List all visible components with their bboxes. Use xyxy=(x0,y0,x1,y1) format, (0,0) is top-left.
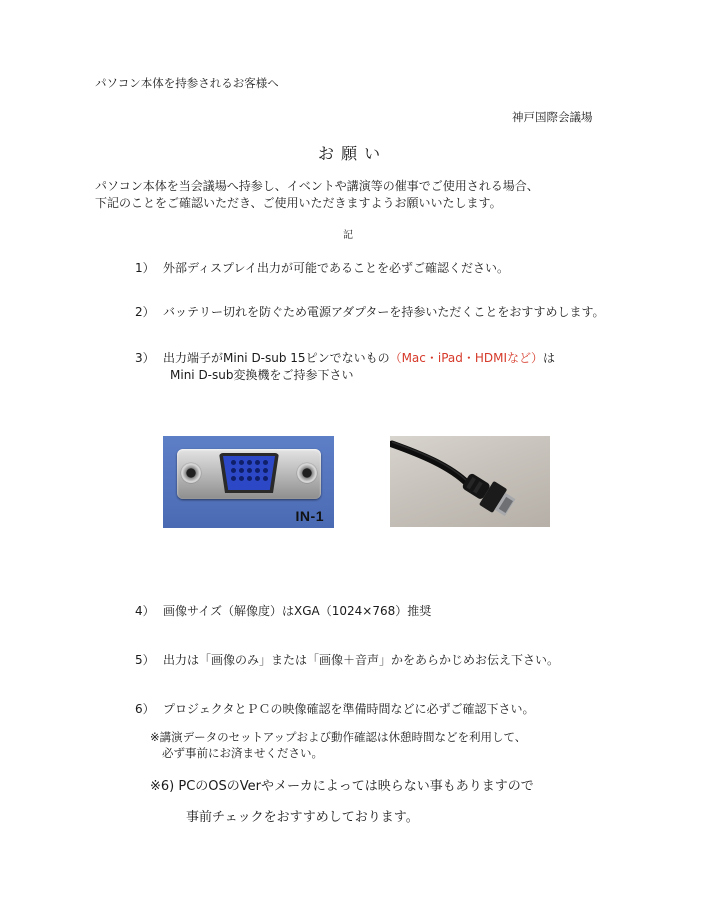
list-item-3 xyxy=(135,349,555,366)
list-item-2 xyxy=(135,303,604,320)
socket-pins xyxy=(228,460,270,484)
page-title: お 願 い xyxy=(318,144,382,163)
item-text: 出力端子がMini D-sub 15ピンでないもの xyxy=(163,351,390,365)
intro-line-1: パソコン本体を当会議場へ持参し、イベントや講演等の催事でご使用される場合、 xyxy=(95,179,539,193)
ki-label: 記 xyxy=(343,230,353,241)
screw-icon xyxy=(181,463,201,483)
item-number: 2） xyxy=(135,305,155,319)
note-2-line-1: ※6) PCのOSのVerやメーカによっては映らない事もありますので xyxy=(150,779,534,794)
intro-line-2: 下記のことをご確認いただき、ご使用いただきますようお願いいたします。 xyxy=(95,196,502,210)
item-text: バッテリー切れを防ぐため電源アダプターを持参いただくことをおすすめします。 xyxy=(163,305,605,319)
item-number: 3） xyxy=(135,351,155,365)
item-number: 1） xyxy=(135,261,155,275)
screw-icon xyxy=(297,463,317,483)
vga-port-photo xyxy=(163,436,334,528)
item-number: 5） xyxy=(135,653,155,667)
recipient-line: パソコン本体を持参されるお客様へ xyxy=(95,76,279,90)
item-text: 外部ディスプレイ出力が可能であることを必ずご確認ください。 xyxy=(163,261,509,275)
port-label: IN-1 xyxy=(295,508,324,524)
port-plate xyxy=(177,449,321,499)
item-number: 6） xyxy=(135,702,155,716)
item-highlight-text: （Mac・iPad・HDMIなど） xyxy=(389,351,544,365)
item-text: プロジェクタとＰＣの映像確認を準備時間などに必ずご確認下さい。 xyxy=(163,702,535,716)
note-2-line-2: 事前チェックをおすすめしております。 xyxy=(186,810,419,825)
list-item-1 xyxy=(135,259,509,276)
note-1-line-2: 必ず事前にお済ませください。 xyxy=(162,746,323,760)
item-text: 出力は「画像のみ」または「画像＋音声」かをあらかじめお伝え下さい。 xyxy=(163,653,560,667)
list-item-3-line-2: Mini D-sub変換機をご持参下さい xyxy=(170,368,354,382)
item-text: 画像サイズ（解像度）はXGA（1024×768）推奨 xyxy=(163,604,432,618)
sender-name: 神戸国際会議場 xyxy=(512,110,593,124)
list-item-5 xyxy=(135,651,559,668)
item-number: 4） xyxy=(135,604,155,618)
list-item-4 xyxy=(135,602,431,619)
item-text-suffix: は xyxy=(543,351,556,365)
note-1-line-1: ※講演データのセットアップおよび動作確認は休憩時間などを利用して、 xyxy=(150,730,527,744)
list-item-6 xyxy=(135,700,535,717)
vga-cable-photo xyxy=(390,436,550,527)
cable-illustration xyxy=(390,436,550,527)
